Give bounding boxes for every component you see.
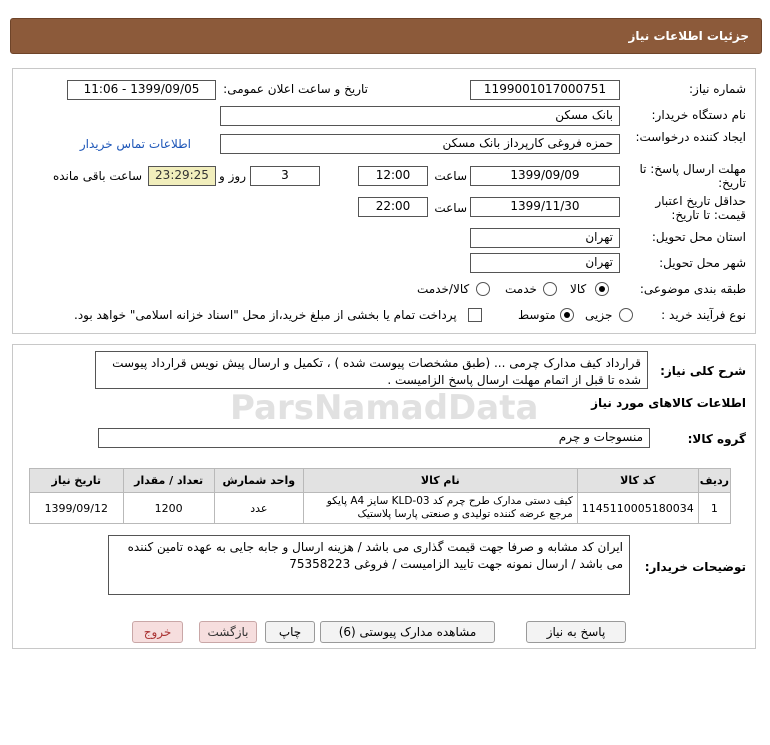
row-name: کیف دستی مدارک طرح چرم کد KLD-03 سایز A4 پایکو مرجع عرضه کننده تولیدی و صنعتی پارسا پلاستیک [303, 493, 577, 524]
goods-table-header [30, 469, 731, 493]
process-label: نوع فرآیند خرید : [661, 308, 746, 322]
col-index: ردیف [698, 469, 730, 493]
row-unit: عدد [214, 493, 303, 524]
col-name: نام کالا [303, 469, 577, 493]
reply-time-label: ساعت [434, 169, 467, 183]
print-button[interactable]: چاپ [265, 621, 315, 643]
category-goods-label: کالا [570, 282, 587, 296]
category-goods-service-label: کالا/خدمت [417, 282, 470, 296]
days-label: روز و [219, 169, 246, 183]
reply-time-field: 12:00 [358, 166, 428, 186]
treasury-payment-checkbox[interactable] [468, 308, 482, 322]
goods-group-label: گروه کالا: [687, 432, 746, 446]
remaining-time-label: ساعت باقی مانده [52, 169, 142, 183]
requester-label: ایجاد کننده درخواست: [635, 130, 746, 144]
row-code: 1145110005180034 [577, 493, 698, 524]
price-time-field: 22:00 [358, 197, 428, 217]
announce-field: 1399/09/05 - 11:06 [67, 80, 216, 100]
province-label: استان محل تحویل: [651, 230, 746, 244]
table-row [30, 493, 731, 524]
exit-button[interactable]: خروج [132, 621, 183, 643]
need-number-label: شماره نیاز: [689, 82, 746, 96]
col-date: تاریخ نیاز [30, 469, 124, 493]
summary-label: شرح کلی نیاز: [660, 364, 746, 378]
province-field: تهران [470, 228, 620, 248]
price-date-field: 1399/11/30 [470, 197, 620, 217]
process-minor-radio[interactable] [619, 308, 633, 322]
reply-date-field: 1399/09/09 [470, 166, 620, 186]
buyer-label: نام دستگاه خریدار: [651, 108, 746, 122]
treasury-payment-note: پرداخت تمام یا بخشی از مبلغ خرید،از محل "اسناد خزانه اسلامی" خواهد بود. [74, 308, 457, 322]
goods-section-title: اطلاعات کالاهای مورد نیاز [591, 396, 746, 410]
page-title: جزئیات اطلاعات نیاز [628, 29, 749, 43]
row-index: 1 [698, 493, 730, 524]
category-goods-service-radio[interactable] [476, 282, 490, 296]
col-qty: تعداد / مقدار [123, 469, 214, 493]
category-goods-radio[interactable] [595, 282, 609, 296]
category-service-radio[interactable] [543, 282, 557, 296]
back-button[interactable]: بازگشت [199, 621, 257, 643]
goods-table [29, 468, 731, 524]
view-attachments-button[interactable]: مشاهده مدارک پیوستی (6) [320, 621, 495, 643]
reply-button[interactable]: پاسخ به نیاز [526, 621, 626, 643]
goods-group-field: منسوجات و چرم [98, 428, 650, 448]
buyer-notes-label: توضیحات خریدار: [644, 560, 746, 574]
category-label: طبقه بندی موضوعی: [639, 282, 746, 296]
row-qty: 1200 [123, 493, 214, 524]
col-code: کد کالا [577, 469, 698, 493]
buyer-field: بانک مسکن [220, 106, 620, 126]
row-date: 1399/09/12 [30, 493, 124, 524]
announce-label: تاریخ و ساعت اعلان عمومی: [223, 82, 368, 96]
watermark-brand: ParsNamadData [230, 388, 539, 428]
process-medium-label: متوسط [518, 308, 556, 322]
col-unit: واحد شمارش [214, 469, 303, 493]
price-deadline-label: حداقل تاریخ اعتبار قیمت: تا تاریخ: [655, 194, 746, 222]
process-medium-radio[interactable] [560, 308, 574, 322]
need-number-field: 1199001017000751 [470, 80, 620, 100]
buyer-notes-text: ایران کد مشابه و صرفا جهت قیمت گذاری می باشد / هزینه ارسال و جابه جایی به عهده تامین کننده می باشد / ارسال نمونه جهت تایید الزامیست / فروغی 75358223 [108, 535, 630, 595]
buyer-contact-link[interactable]: اطلاعات تماس خریدار [79, 137, 191, 151]
remaining-time-field: 23:29:25 [148, 166, 216, 186]
summary-text: قرارداد کیف مدارک چرمی ... (طبق مشخصات پیوست شده ) ، تکمیل و ارسال پیش نویس قرارداد پیوست شده تا قبل از اتمام مهلت ارسال پاسخ الزامیست . [95, 351, 648, 389]
days-remaining-field: 3 [250, 166, 320, 186]
page-title-bar [10, 18, 762, 54]
city-label: شهر محل تحویل: [659, 256, 746, 270]
process-minor-label: جزیی [585, 308, 613, 322]
requester-field: حمزه فروغی کارپرداز بانک مسکن [220, 134, 620, 154]
price-time-label: ساعت [434, 201, 467, 215]
city-field: تهران [470, 253, 620, 273]
category-service-label: خدمت [505, 282, 537, 296]
reply-deadline-label: مهلت ارسال پاسخ: تا تاریخ: [639, 162, 746, 190]
